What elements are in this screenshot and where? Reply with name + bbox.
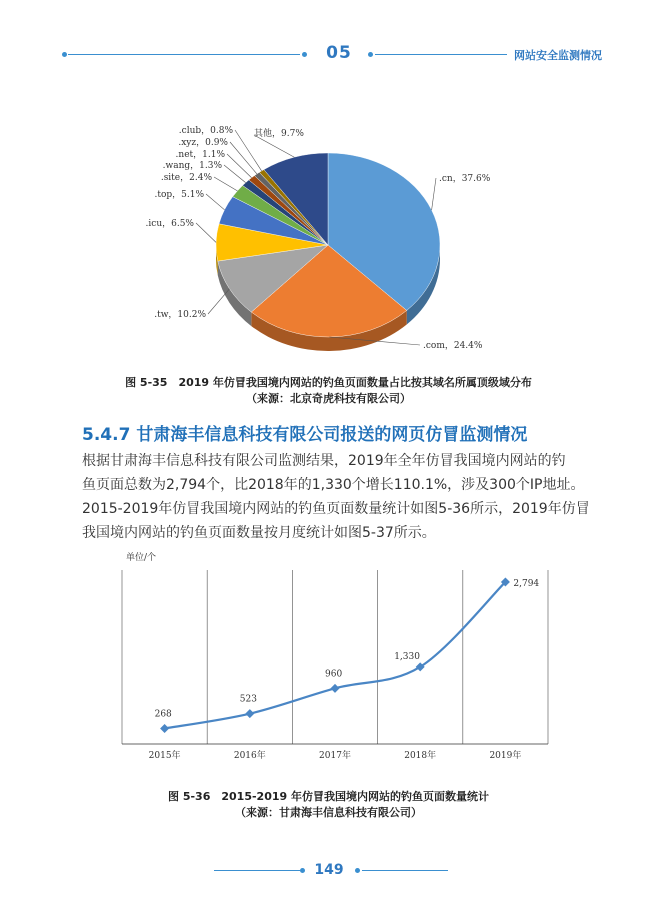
x-tick-label: 2016年	[233, 751, 266, 761]
pie-leader	[432, 178, 436, 210]
section-heading: 5.4.7 甘肃海丰信息科技有限公司报送的网页仿冒监测情况	[82, 425, 528, 445]
data-label: 523	[239, 694, 257, 705]
body-line-4: 我国境内网站的钓鱼页面数量按月度统计如图5-37所示。	[82, 525, 436, 541]
page-number: 149	[314, 862, 344, 878]
pie-label: .wang，1.3%	[162, 161, 222, 171]
data-point	[331, 684, 340, 693]
x-tick-label: 2015年	[148, 751, 181, 761]
pie-label: .com，24.4%	[423, 341, 483, 351]
data-point	[245, 709, 254, 718]
data-label: 960	[325, 669, 343, 680]
pie-label: .icu，6.5%	[145, 219, 194, 229]
series-points	[155, 577, 540, 733]
pie-leader	[224, 165, 246, 183]
y-unit-label: 单位/个	[126, 553, 157, 563]
pie-leader	[196, 223, 216, 242]
figure-35-source: （来源：北京奇虎科技有限公司）	[246, 392, 411, 405]
pie-label: .net，1.1%	[175, 150, 225, 160]
pie-label: .tw，10.2%	[154, 310, 206, 320]
pie-leader	[214, 177, 237, 191]
x-tick-label: 2019年	[489, 751, 522, 761]
section-tag: 网站安全监测情况	[514, 49, 602, 62]
pie-leader	[227, 154, 252, 178]
pie-label: .cn，37.6%	[439, 174, 491, 184]
series-line	[165, 582, 506, 729]
data-label: 268	[154, 709, 172, 720]
pie-slices	[216, 153, 440, 337]
data-label: 2,794	[513, 578, 540, 589]
body-line-1: 根据甘肃海丰信息科技有限公司监测结果，2019年全年仿冒我国境内网站的钓	[82, 453, 566, 469]
data-label: 1,330	[394, 651, 420, 662]
pie-label: .top，5.1%	[154, 190, 204, 200]
pie-label: .club，0.8%	[178, 126, 233, 136]
pie-label: .site，2.4%	[160, 173, 212, 183]
pie-chart	[0, 0, 657, 360]
x-tick-label: 2018年	[404, 751, 437, 761]
data-point	[160, 724, 169, 733]
figure-36-source: （来源：甘肃海丰信息科技有限公司）	[235, 806, 422, 819]
body-line-3: 2015-2019年仿冒我国境内网站的钓鱼页面数量统计如图5-36所示，2019年仿冒	[82, 501, 590, 517]
figure-35-caption: 图 5-35 2019 年仿冒我国境内网站的钓鱼页面数量占比按其域名所属顶级域分布	[125, 376, 532, 389]
x-tick-labels	[149, 749, 522, 761]
footer-rule-right	[362, 870, 448, 871]
x-tick-label: 2017年	[319, 751, 351, 761]
pie-leader	[206, 194, 225, 210]
chapter-number: 05	[326, 43, 352, 63]
footer-dot-right	[355, 868, 360, 873]
line-grid	[122, 570, 548, 744]
line-chart	[100, 548, 570, 770]
footer-dot-left	[300, 868, 305, 873]
pie-leader	[208, 289, 230, 314]
pie-label: 其他，9.7%	[254, 129, 304, 139]
figure-36-caption: 图 5-36 2015-2019 年仿冒我国境内网站的钓鱼页面数量统计	[168, 790, 489, 803]
footer-rule-left	[214, 870, 300, 871]
pie-label: .xyz，0.9%	[178, 138, 228, 148]
body-line-2: 鱼页面总数为2,794个，比2018年的1,330个增长110.1%，涉及300个IP地址。	[82, 477, 585, 493]
